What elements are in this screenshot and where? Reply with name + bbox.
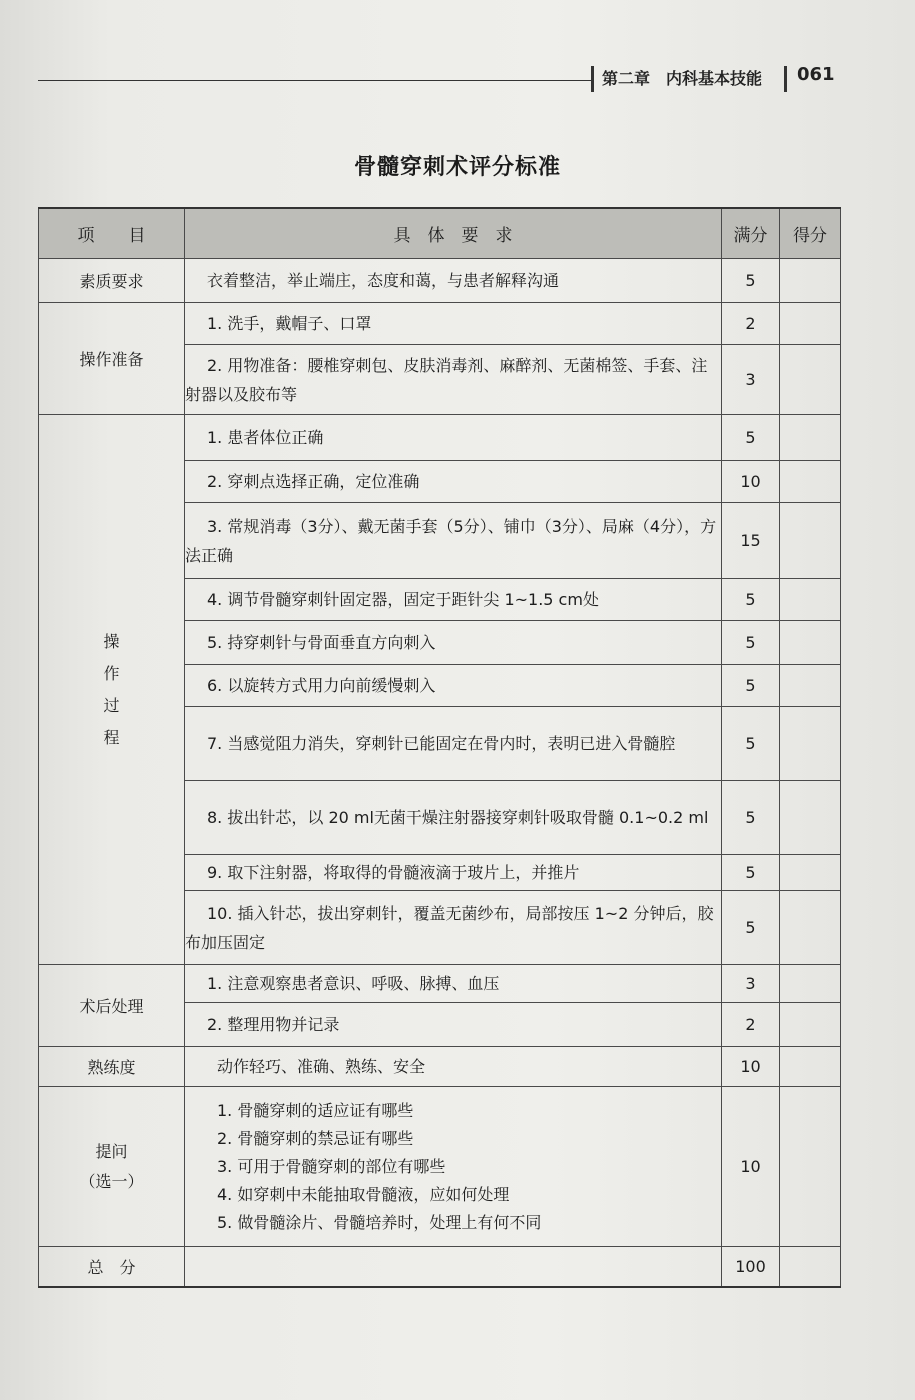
chapter-title: 第二章 内科基本技能 xyxy=(602,69,763,88)
score-cell xyxy=(780,579,841,621)
table-row xyxy=(39,1247,841,1287)
score-cell xyxy=(780,1003,841,1047)
table-row xyxy=(39,415,841,461)
score-cell xyxy=(780,1247,841,1287)
full-score-cell: 2 xyxy=(722,1003,780,1047)
total-label: 总 分 xyxy=(39,1247,185,1287)
requirement-cell: 2. 用物准备：腰椎穿刺包、皮肤消毒剂、麻醉剂、无菌棉签、手套、注射器以及胶布等 xyxy=(185,345,722,415)
full-score-cell: 5 xyxy=(722,707,780,781)
full-score-cell: 10 xyxy=(722,1047,780,1087)
requirement-cell: 2. 整理用物并记录 xyxy=(185,1003,722,1047)
full-score-cell: 5 xyxy=(722,579,780,621)
category-cell: 术后处理 xyxy=(39,965,185,1047)
requirement-cell: 9. 取下注射器，将取得的骨髓液滴于玻片上，并推片 xyxy=(185,855,722,891)
column-header: 得分 xyxy=(780,208,841,259)
column-header: 满分 xyxy=(722,208,780,259)
question-item: 1. 骨髓穿刺的适应证有哪些 xyxy=(217,1100,414,1120)
column-header: 具 体 要 求 xyxy=(185,208,722,259)
requirement-cell: 10. 插入针芯，拔出穿刺针，覆盖无菌纱布，局部按压 1~2 分钟后，胶布加压固定 xyxy=(185,891,722,965)
requirement-cell: 8. 拔出针芯，以 20 ml无菌干燥注射器接穿刺针吸取骨髓 0.1~0.2 ml xyxy=(185,781,722,855)
category-vertical-label: 操作过程 xyxy=(103,631,120,747)
requirement-cell: 3. 常规消毒（3分）、戴无菌手套（5分）、铺巾（3分）、局麻（4分），方法正确 xyxy=(185,503,722,579)
total-full-score: 100 xyxy=(722,1247,780,1287)
requirement-cell: 7. 当感觉阻力消失，穿刺针已能固定在骨内时，表明已进入骨髓腔 xyxy=(185,707,722,781)
question-category-label: 提问 xyxy=(95,1141,128,1161)
full-score-cell: 5 xyxy=(722,259,780,303)
question-item: 4. 如穿刺中未能抽取骨髓液，应如何处理 xyxy=(217,1184,510,1204)
page-number: 061 xyxy=(797,64,835,85)
requirement-cell: 2. 穿刺点选择正确，定位准确 xyxy=(185,461,722,503)
score-cell xyxy=(780,345,841,415)
score-cell xyxy=(780,665,841,707)
category-cell xyxy=(39,1087,185,1247)
header-divider xyxy=(784,66,787,92)
full-score-cell: 5 xyxy=(722,415,780,461)
requirement-cell xyxy=(185,1247,722,1287)
table-row xyxy=(39,965,841,1003)
score-cell xyxy=(780,1087,841,1247)
table-row xyxy=(39,303,841,345)
score-cell xyxy=(780,415,841,461)
category-cell: 操作准备 xyxy=(39,303,185,415)
question-item: 2. 骨髓穿刺的禁忌证有哪些 xyxy=(217,1128,414,1148)
score-cell xyxy=(780,503,841,579)
full-score-cell: 5 xyxy=(722,855,780,891)
score-cell xyxy=(780,707,841,781)
table-row xyxy=(39,1047,841,1087)
full-score-cell: 3 xyxy=(722,965,780,1003)
full-score-cell: 2 xyxy=(722,303,780,345)
score-cell xyxy=(780,781,841,855)
score-cell xyxy=(780,461,841,503)
full-score-cell: 15 xyxy=(722,503,780,579)
table-row xyxy=(39,259,841,303)
full-score-cell: 3 xyxy=(722,345,780,415)
requirement-cell: 衣着整洁，举止端庄，态度和蔼，与患者解释沟通 xyxy=(185,259,722,303)
score-cell xyxy=(780,891,841,965)
table-row xyxy=(39,1087,841,1247)
category-cell: 熟练度 xyxy=(39,1047,185,1087)
requirement-cell xyxy=(185,1087,722,1247)
full-score-cell: 5 xyxy=(722,891,780,965)
score-cell xyxy=(780,965,841,1003)
category-cell: 素质要求 xyxy=(39,259,185,303)
header-rule xyxy=(38,80,591,81)
requirement-cell: 动作轻巧、准确、熟练、安全 xyxy=(185,1047,722,1087)
table-header-row xyxy=(39,208,841,259)
requirement-cell: 4. 调节骨髓穿刺针固定器，固定于距针尖 1~1.5 cm处 xyxy=(185,579,722,621)
full-score-cell: 10 xyxy=(722,461,780,503)
requirement-cell: 5. 持穿刺针与骨面垂直方向刺入 xyxy=(185,621,722,665)
question-category-note: （选一） xyxy=(79,1171,144,1191)
category-cell xyxy=(39,415,185,965)
full-score-cell: 5 xyxy=(722,621,780,665)
full-score-cell: 5 xyxy=(722,665,780,707)
requirement-cell: 1. 注意观察患者意识、呼吸、脉搏、血压 xyxy=(185,965,722,1003)
scoring-table xyxy=(38,207,841,1288)
score-cell xyxy=(780,259,841,303)
question-item: 3. 可用于骨髓穿刺的部位有哪些 xyxy=(217,1156,446,1176)
question-item: 5. 做骨髓涂片、骨髓培养时，处理上有何不同 xyxy=(217,1212,542,1232)
requirement-cell: 6. 以旋转方式用力向前缓慢刺入 xyxy=(185,665,722,707)
header-divider xyxy=(591,66,594,92)
full-score-cell: 5 xyxy=(722,781,780,855)
score-cell xyxy=(780,303,841,345)
full-score-cell: 10 xyxy=(722,1087,780,1247)
column-header: 项 目 xyxy=(39,208,185,259)
page-title: 骨髓穿刺术评分标准 xyxy=(353,155,561,180)
requirement-cell: 1. 洗手，戴帽子、口罩 xyxy=(185,303,722,345)
requirement-cell: 1. 患者体位正确 xyxy=(185,415,722,461)
score-cell xyxy=(780,1047,841,1087)
score-cell xyxy=(780,621,841,665)
score-cell xyxy=(780,855,841,891)
